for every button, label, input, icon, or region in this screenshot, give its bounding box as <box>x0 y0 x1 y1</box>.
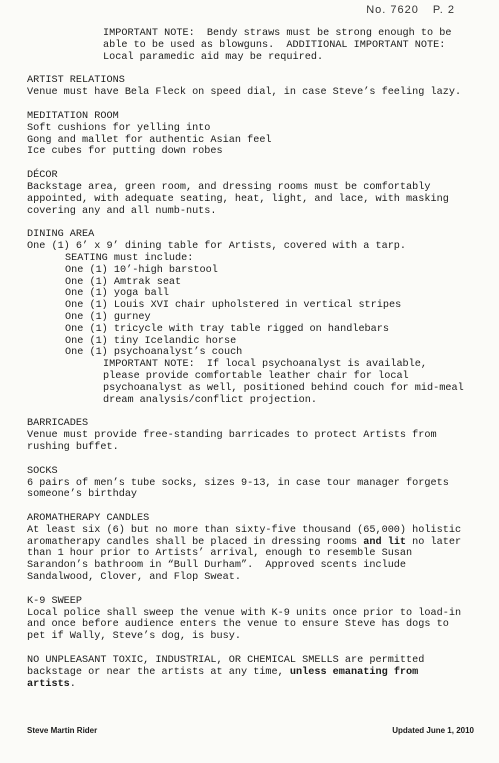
k9-sweep-section <box>27 596 487 643</box>
section-line: someone’s birthday <box>27 489 138 501</box>
note-line: IMPORTANT NOTE: If local psychoanalyst is available, <box>103 359 428 371</box>
psychoanalyst-note <box>103 359 487 406</box>
seating-title: SEATING must include: <box>65 252 194 264</box>
document-number: No. 7620 <box>366 4 419 16</box>
note-line: Local paramedic aid may be required. <box>103 51 324 63</box>
section-line: than 1 hour prior to Artists’ arrival, enough to resemble Susan <box>27 548 413 560</box>
section-line: Venue must provide free-standing barricades to protect Artists from <box>27 430 437 442</box>
bold-text: and lit <box>363 536 407 548</box>
section-title: K-9 SWEEP <box>27 595 83 607</box>
note-line: psychoanalyst as well, positioned behind couch for mid-meal <box>103 382 464 394</box>
section-line: Sarandon’s bathroom in “Bull Durham”. Approved scents include <box>27 560 407 572</box>
section-line: Sandalwood, Clover, and Flop Sweat. <box>27 572 241 584</box>
seating-item: One (1) 10’-high barstool <box>65 264 218 276</box>
section-title: BARRICADES <box>27 418 89 430</box>
bold-text: unless emanating from <box>289 666 419 678</box>
footer-title: Steve Martin Rider <box>27 726 98 735</box>
seating-item: One (1) yoga ball <box>65 288 169 300</box>
note-line: IMPORTANT NOTE: Bendy straws must be strong enough to be <box>103 28 452 39</box>
seating-item: One (1) psychoanalyst’s couch <box>65 347 243 359</box>
section-title: AROMATHERAPY CANDLES <box>27 513 150 525</box>
section-line: and once before audience enters the venue to ensure Steve has dogs to <box>27 619 449 631</box>
page-header <box>366 5 455 17</box>
page-number: P. 2 <box>432 4 455 16</box>
section-line: pet if Wally, Steve’s dog, is busy. <box>27 631 241 643</box>
seating-item: One (1) Amtrak seat <box>65 276 182 288</box>
text-span: backstage or near the artists at any time, <box>27 666 290 678</box>
section-title: ARTIST RELATIONS <box>27 75 125 87</box>
section-line: Gong and mallet for authentic Asian feel <box>27 134 272 146</box>
section-line <box>27 679 487 691</box>
page-footer <box>27 725 474 737</box>
smells-section <box>27 655 487 690</box>
text-span: aromatherapy candles shall be placed in dressing rooms <box>27 536 364 548</box>
section-line: Local police shall sweep the venue with K-9 units once prior to load-in <box>27 607 462 619</box>
note-line: please provide comfortable leather chair for local <box>103 370 409 382</box>
bold-text: artists <box>27 678 70 690</box>
note-line: dream analysis/conflict projection. <box>103 394 317 406</box>
section-line: covering any and all numb-nuts. <box>27 205 217 217</box>
seating-list <box>65 253 487 359</box>
aromatherapy-section <box>27 513 487 584</box>
note-line: able to be used as blowguns. ADDITIONAL IMPORTANT NOTE: <box>103 39 446 51</box>
text-span: . <box>69 678 76 690</box>
section-line: Soft cushions for yelling into <box>27 122 211 134</box>
footer-date: Updated June 1, 2010 <box>392 726 474 735</box>
artist-relations-section <box>27 75 487 99</box>
seating-item: One (1) Louis XVI chair upholstered in vertical stripes <box>65 300 402 312</box>
section-line: Ice cubes for putting down robes <box>27 146 223 158</box>
dining-area-section <box>27 229 487 406</box>
section-line: NO UNPLEASANT TOXIC, INDUSTRIAL, OR CHEMICAL SMELLS are permitted <box>27 655 425 667</box>
seating-item: One (1) tiny Icelandic horse <box>65 335 237 347</box>
section-line: Backstage area, green room, and dressing rooms must be comfortably <box>27 181 431 193</box>
meditation-room-section <box>27 111 487 158</box>
rider-content <box>27 28 487 690</box>
seating-item: One (1) tricycle with tray table rigged on handlebars <box>65 323 390 335</box>
section-line: rushing buffet. <box>27 441 119 453</box>
section-line <box>27 667 487 679</box>
section-title: MEDITATION ROOM <box>27 110 119 122</box>
section-title: DINING AREA <box>27 229 95 241</box>
section-line: 6 pairs of men’s tube socks, sizes 9-13, in case tour manager forgets <box>27 477 449 489</box>
section-line: Venue must have Bela Fleck on speed dial, in case Steve’s feeling lazy. <box>27 87 462 99</box>
text-span: no later <box>406 536 462 548</box>
barricades-section <box>27 418 487 453</box>
section-line <box>27 537 487 549</box>
section-line: appointed, with adequate seating, heat, light, and lace, with masking <box>27 193 449 205</box>
section-line: One (1) 6’ x 9’ dining table for Artists, covered with a tarp. <box>27 241 407 253</box>
seating-item: One (1) gurney <box>65 311 151 323</box>
socks-section <box>27 466 487 501</box>
important-note-block <box>103 28 487 63</box>
section-title: SOCKS <box>27 465 58 477</box>
decor-section <box>27 170 487 217</box>
section-line: At least six (6) but no more than sixty-five thousand (65,000) holistic <box>27 524 462 536</box>
section-title: DÉCOR <box>27 170 58 182</box>
